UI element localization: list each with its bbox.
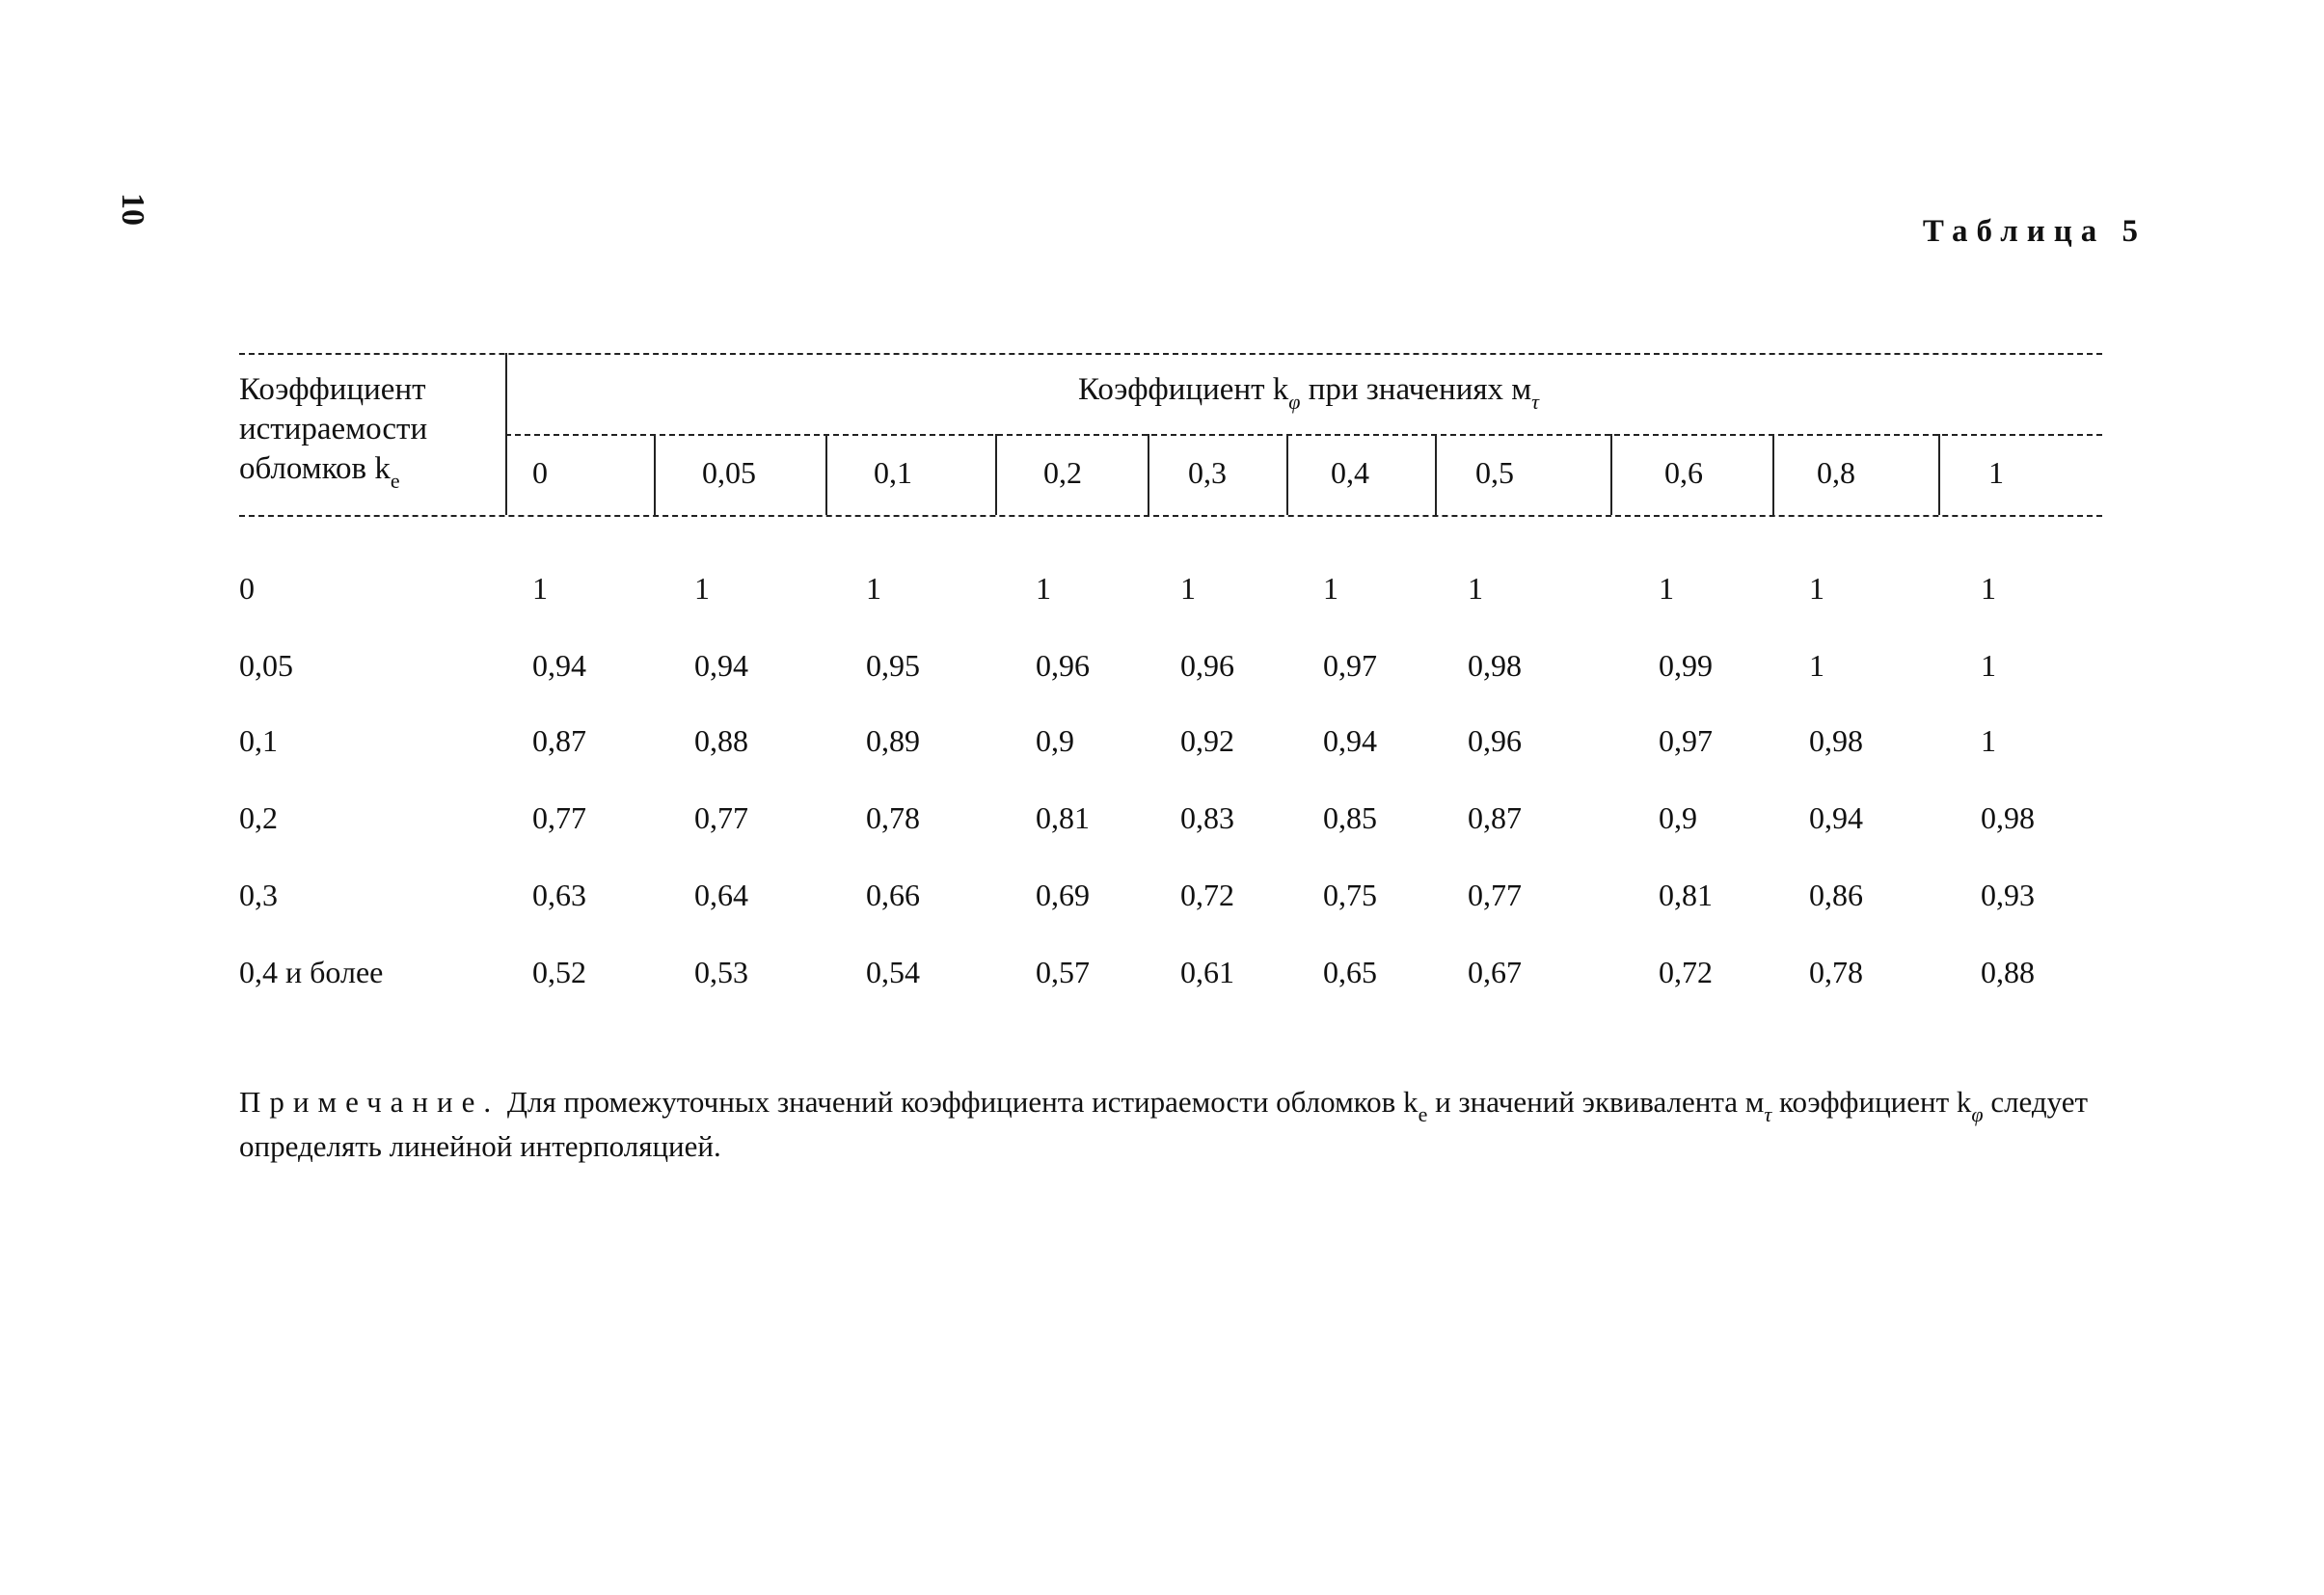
page-number: 10 xyxy=(115,193,150,226)
table-cell: 0,78 xyxy=(1809,955,1863,989)
column-divider xyxy=(1610,434,1612,515)
row-label: 0,05 xyxy=(239,648,293,683)
table-cell: 0,88 xyxy=(694,723,748,758)
table-cell: 0,75 xyxy=(1323,878,1377,912)
table-cell: 0,97 xyxy=(1659,723,1713,758)
table-cell: 0,94 xyxy=(694,648,748,683)
table-cell: 1 xyxy=(1809,648,1824,683)
column-header: 0,05 xyxy=(702,455,756,490)
table-cell: 0,98 xyxy=(1981,800,2035,835)
table-cell: 0,99 xyxy=(1659,648,1713,683)
table-note: Примечание. Для промежуточных значений коэффициента истираемости обломков $k_e$ и значений эквивалента $м_\tau$ коэффициент $k_\varphi$ следует определять линейной интерполяцией. xyxy=(239,1085,2089,1163)
table-cell: 1 xyxy=(694,571,710,606)
table-cell: 0,96 xyxy=(1468,723,1522,758)
table-caption: Таблица 5 xyxy=(1922,214,2147,249)
table-cell: 0,61 xyxy=(1180,955,1234,989)
stub-header xyxy=(239,370,428,493)
stub-header-line: обломков $k_e$ xyxy=(239,451,400,493)
table-cell: 0,92 xyxy=(1180,723,1234,758)
stub-header-line: Коэффициент xyxy=(239,372,426,407)
table-cell: 0,54 xyxy=(866,955,920,989)
column-header: 0 xyxy=(532,455,548,490)
column-header: 1 xyxy=(1988,455,2004,490)
column-divider xyxy=(1772,434,1774,515)
table-cell: 1 xyxy=(532,571,548,606)
table-cell: 0,9 xyxy=(1036,723,1074,758)
table-cell: 0,94 xyxy=(532,648,586,683)
span-header: Коэффициент $k_\varphi$ при значениях $м_\tau$ xyxy=(1078,372,1540,414)
table-cell: 0,95 xyxy=(866,648,920,683)
table-cell: 1 xyxy=(1981,723,1996,758)
table-cell: 0,89 xyxy=(866,723,920,758)
table-cell: 0,64 xyxy=(694,878,748,912)
table-cell: 1 xyxy=(1468,571,1483,606)
table-cell: 0,88 xyxy=(1981,955,2035,989)
table-cell: 0,87 xyxy=(1468,800,1522,835)
table-cell: 1 xyxy=(1323,571,1338,606)
table-cell: 0,65 xyxy=(1323,955,1377,989)
stub-divider xyxy=(505,353,507,515)
table-cell: 0,97 xyxy=(1323,648,1377,683)
table-cell: 0,52 xyxy=(532,955,586,989)
table-cell: 0,93 xyxy=(1981,878,2035,912)
column-header: 0,6 xyxy=(1664,455,1703,490)
coefficient-table xyxy=(239,353,2102,989)
header-bottom-rule xyxy=(239,515,2102,517)
table-cell: 0,87 xyxy=(532,723,586,758)
table-cell: 0,57 xyxy=(1036,955,1090,989)
table-cell: 1 xyxy=(866,571,881,606)
table-cell: 1 xyxy=(1981,648,1996,683)
table-cell: 1 xyxy=(1809,571,1824,606)
row-label: 0,2 xyxy=(239,800,278,835)
table-cell: 0,63 xyxy=(532,878,586,912)
column-header: 0,3 xyxy=(1188,455,1227,490)
stub-header-line: истираемости xyxy=(239,412,428,446)
table-cell: 0,96 xyxy=(1036,648,1090,683)
table-cell: 1 xyxy=(1036,571,1051,606)
table-cell: 0,72 xyxy=(1659,955,1713,989)
table-cell: 1 xyxy=(1981,571,1996,606)
table-cell: 0,78 xyxy=(866,800,920,835)
table-cell: 0,77 xyxy=(1468,878,1522,912)
column-divider xyxy=(1435,434,1437,515)
column-header: 0,4 xyxy=(1331,455,1369,490)
table-cell: 0,98 xyxy=(1468,648,1522,683)
column-divider xyxy=(1938,434,1940,515)
table-cell: 0,85 xyxy=(1323,800,1377,835)
table-cell: 0,94 xyxy=(1323,723,1377,758)
table-cell: 0,83 xyxy=(1180,800,1234,835)
table-cell: 0,67 xyxy=(1468,955,1522,989)
table-cell: 0,81 xyxy=(1659,878,1713,912)
table-cell: 0,86 xyxy=(1809,878,1863,912)
table-cell: 0,98 xyxy=(1809,723,1863,758)
column-header: 0,1 xyxy=(874,455,912,490)
subheader-rule xyxy=(505,434,2102,436)
table-cell: 0,81 xyxy=(1036,800,1090,835)
table-cell: 0,94 xyxy=(1809,800,1863,835)
table-cell: 0,69 xyxy=(1036,878,1090,912)
table-top-rule xyxy=(239,353,2102,355)
note-lead: Примечание. xyxy=(239,1085,500,1119)
table-cell: 0,72 xyxy=(1180,878,1234,912)
column-divider xyxy=(1148,434,1149,515)
table-cell: 0,53 xyxy=(694,955,748,989)
column-divider xyxy=(654,434,656,515)
column-divider xyxy=(825,434,827,515)
table-cell: 1 xyxy=(1659,571,1674,606)
row-label: 0,1 xyxy=(239,723,278,758)
table-cell: 0,77 xyxy=(532,800,586,835)
row-label: 0,4 и более xyxy=(239,955,384,989)
table-cell: 0,9 xyxy=(1659,800,1697,835)
column-header: 0,8 xyxy=(1817,455,1855,490)
column-header: 0,5 xyxy=(1475,455,1514,490)
row-label: 0 xyxy=(239,571,255,606)
column-divider xyxy=(995,434,997,515)
table-cell: 0,77 xyxy=(694,800,748,835)
table-cell: 0,96 xyxy=(1180,648,1234,683)
table-cell: 0,66 xyxy=(866,878,920,912)
row-label: 0,3 xyxy=(239,878,278,912)
column-divider xyxy=(1286,434,1288,515)
table-cell: 1 xyxy=(1180,571,1196,606)
column-header: 0,2 xyxy=(1043,455,1082,490)
